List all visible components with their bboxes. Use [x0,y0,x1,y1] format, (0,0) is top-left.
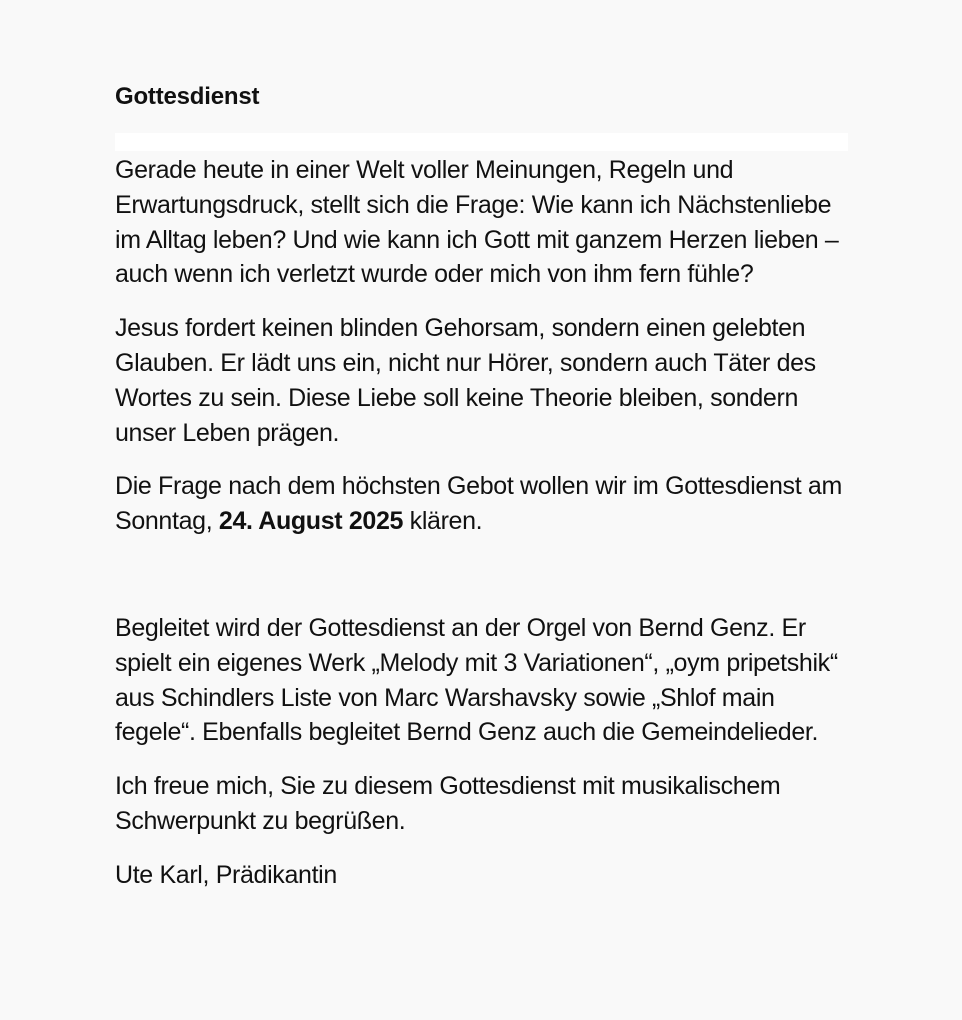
paragraph-intro: Gerade heute in einer Welt voller Meinungen, Regeln und Erwartungsdruck, stellt sich die Frage: Wie kann ich Nächstenliebe im Alltag leben? Und wie kann ich Gott mit ganzem Herzen lieben – auch wenn ich verletzt wurde oder mich von ihm fern fühle? [115,156,839,289]
service-date: 24. August 2025 [218,507,404,536]
paragraph-welcome: Ich freue mich, Sie zu diesem Gottesdienst mit musikalischem Schwerpunkt zu begrüßen. [115,772,781,835]
paragraph-service-date [115,469,850,539]
paragraph-service-date-end: klären. [403,507,483,536]
title-divider [115,133,848,151]
paragraph-jesus: Jesus fordert keinen blinden Gehorsam, sondern einen gelebten Glauben. Er lädt uns ein, nicht nur Hörer, sondern auch Täter des Wortes zu sein. Diese Liebe soll keine Theorie bleiben, sondern unser Leben prägen. [115,314,816,447]
document-page [115,80,850,893]
paragraph-music: Begleitet wird der Gottesdienst an der Orgel von Bernd Genz. Er spielt ein eigenes Werk „Melody mit 3 Variationen“, „oym pripetshik“ aus Schindlers Liste von Marc Warshavsky sowie „Shlof main fegele“. Ebenfalls begleitet Bernd Genz auch die Gemeindelieder. [115,613,838,747]
document-title: Gottesdienst [115,83,260,110]
paragraph-service-date-text: Die Frage nach dem höchsten Gebot wollen wir im Gottesdienst am Sonntag, [115,472,842,536]
signature: Ute Karl, Prädikantin [115,860,337,889]
